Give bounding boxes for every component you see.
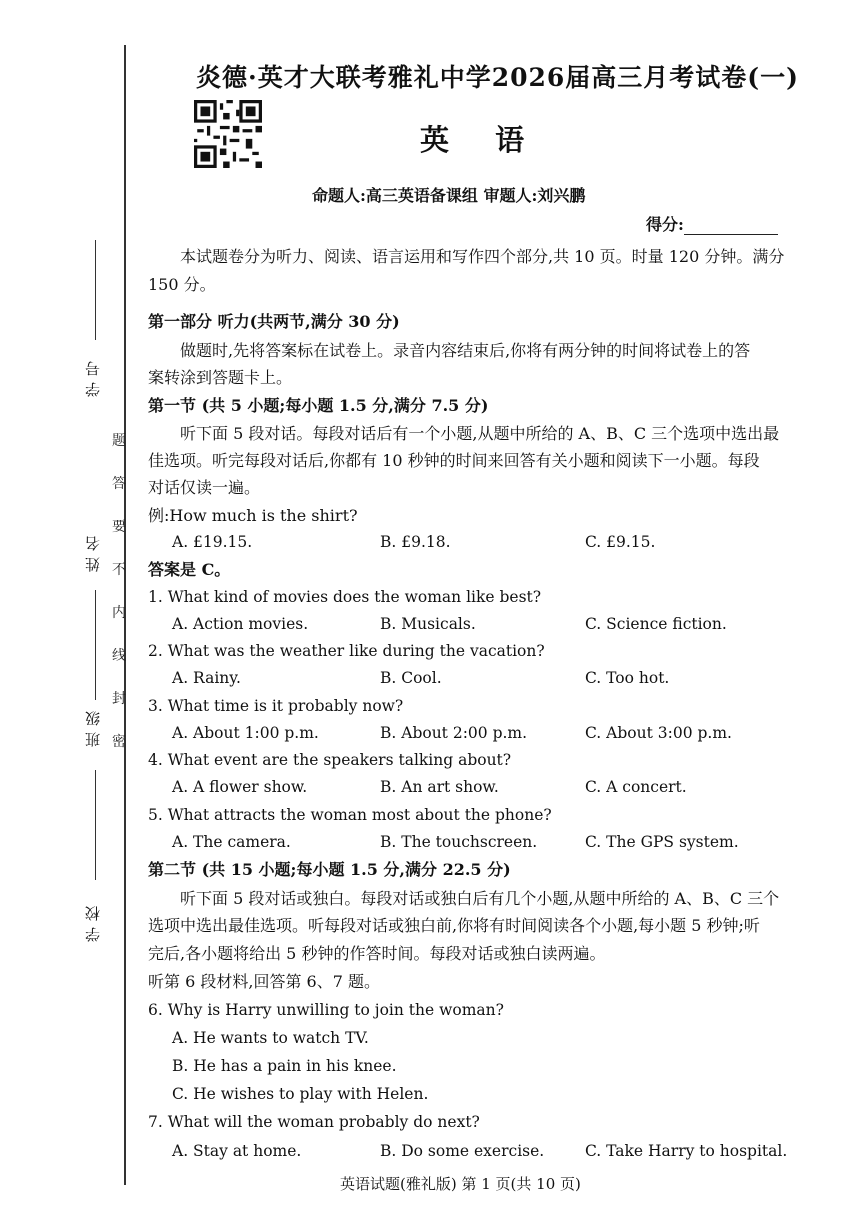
question-3: 3. What time is it probably now? [148,697,404,715]
example-question: 例:How much is the shirt? [148,506,358,525]
student-id-blank[interactable] [95,240,96,340]
page-footer: 英语试题(雅礼版) 第 1 页(共 10 页) [340,1175,581,1193]
seal-char: 内 [112,605,126,621]
score-label: 得分: [646,215,684,234]
score-field[interactable] [646,212,778,235]
q4-option-a[interactable]: A. A flower show. [172,778,308,796]
seal-char: 答 [112,476,126,492]
q6-option-a[interactable]: A. He wants to watch TV. [172,1029,369,1047]
q3-option-b[interactable]: B. About 2:00 p.m. [380,724,528,742]
question-7: 7. What will the woman probably do next? [148,1113,480,1131]
part1-heading: 第一部分 听力(共两节,满分 30 分) [148,312,400,331]
question-4: 4. What event are the speakers talking about? [148,751,512,769]
q4-option-c[interactable]: C. A concert. [585,778,687,796]
q1-option-a[interactable]: A. Action movies. [172,615,309,633]
intro-line: 本试题卷分为听力、阅读、语言运用和写作四个部分,共 10 页。时量 120 分钟。满分 [180,247,785,266]
question-1: 1. What kind of movies does the woman like best? [148,588,542,606]
seal-char: 密 [112,734,126,750]
q7-option-b[interactable]: B. Do some exercise. [380,1142,545,1160]
q4-option-b[interactable]: B. An art show. [380,778,499,796]
material-note: 听第 6 段材料,回答第 6、7 题。 [148,972,380,991]
seal-char: 不 [112,562,126,578]
question-2: 2. What was the weather like during the vacation? [148,642,545,660]
name-label: 姓名 [84,530,102,572]
q3-option-a[interactable]: A. About 1:00 p.m. [172,724,319,742]
q2-option-b[interactable]: B. Cool. [380,669,442,687]
q2-option-a[interactable]: A. Rainy. [172,669,241,687]
part1-instruction: 案转涂到答题卡上。 [148,368,293,387]
section2-heading: 第二节 (共 15 小题;每小题 1.5 分,满分 22.5 分) [148,860,511,879]
q7-option-c[interactable]: C. Take Harry to hospital. [585,1142,788,1160]
seal-char: 要 [112,519,126,535]
example-option-b: B. £9.18. [380,533,451,551]
section1-heading: 第一节 (共 5 小题;每小题 1.5 分,满分 7.5 分) [148,396,489,415]
example-option-c: C. £9.15. [585,533,656,551]
q6-option-b[interactable]: B. He has a pain in his knee. [172,1057,397,1075]
q1-option-b[interactable]: B. Musicals. [380,615,476,633]
subject-title: 英 语 [420,123,543,157]
q7-option-a[interactable]: A. Stay at home. [172,1142,302,1160]
school-label: 学校 [84,900,102,942]
section1-instruction: 佳选项。听完每段对话后,你都有 10 秒钟的时间来回答有关小题和阅读下一小题。每段 [148,451,760,470]
class-blank[interactable] [95,770,96,880]
seal-char: 线 [112,648,126,664]
qr-code-icon [194,100,262,168]
question-5: 5. What attracts the woman most about the phone? [148,806,552,824]
q5-option-c[interactable]: C. The GPS system. [585,833,739,851]
q5-option-b[interactable]: B. The touchscreen. [380,833,538,851]
example-option-a: A. £19.15. [172,533,253,551]
section1-instruction: 对话仅读一遍。 [148,478,261,497]
section2-instruction: 听下面 5 段对话或独白。每段对话或独白后有几个小题,从题中所给的 A、B、C 三个 [180,889,780,908]
name-blank[interactable] [95,590,96,700]
q6-option-c[interactable]: C. He wishes to play with Helen. [172,1085,429,1103]
exam-title: 炎德·英才大联考雅礼中学2026届高三月考试卷(一) [196,63,799,92]
authors-line: 命题人:高三英语备课组 审题人:刘兴鹏 [312,186,586,205]
section2-instruction: 完后,各小题将给出 5 秒钟的作答时间。每段对话或独白读两遍。 [148,944,606,963]
q1-option-c[interactable]: C. Science fiction. [585,615,727,633]
score-blank[interactable] [684,220,778,235]
seal-char: 封 [112,691,126,707]
seal-char: 题 [112,433,126,449]
q3-option-c[interactable]: C. About 3:00 p.m. [585,724,732,742]
part1-instruction: 做题时,先将答案标在试卷上。录音内容结束后,你将有两分钟的时间将试卷上的答 [180,341,751,360]
q2-option-c[interactable]: C. Too hot. [585,669,670,687]
section1-instruction: 听下面 5 段对话。每段对话后有一个小题,从题中所给的 A、B、C 三个选项中选出最 [180,424,780,443]
question-6: 6. Why is Harry unwilling to join the woman? [148,1001,504,1019]
intro-line: 150 分。 [148,275,216,294]
q5-option-a[interactable]: A. The camera. [172,833,291,851]
example-answer: 答案是 C。 [148,560,231,579]
class-label: 班级 [84,705,102,747]
section2-instruction: 选项中选出最佳选项。听每段对话或独白前,你将有时间阅读各个小题,每小题 5 秒钟;听 [148,916,760,935]
student-id-label: 学号 [84,355,102,397]
